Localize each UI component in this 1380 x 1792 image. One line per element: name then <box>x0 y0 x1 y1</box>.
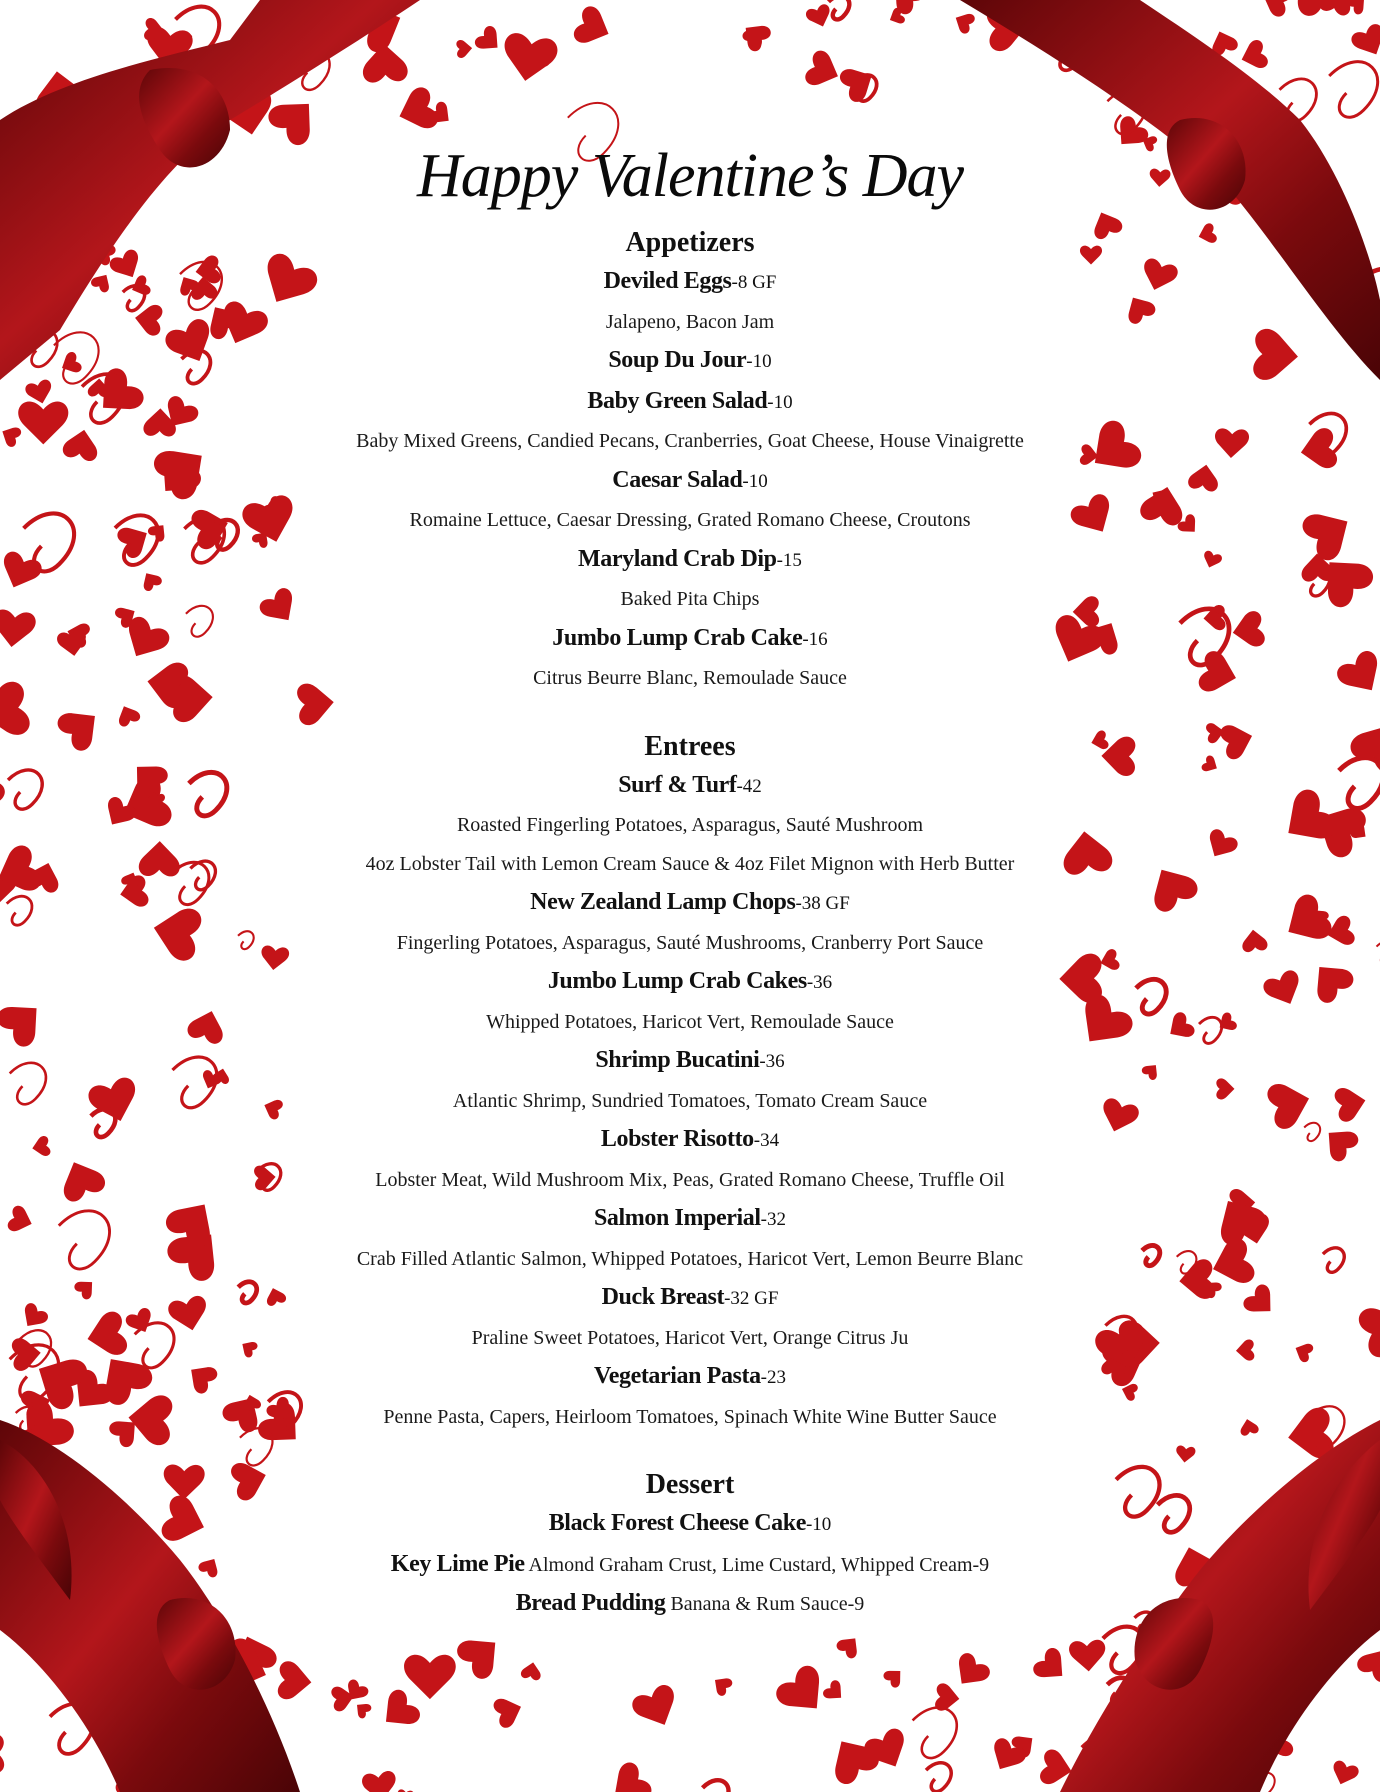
section-spacer <box>330 1436 1050 1466</box>
menu-item-name: Lobster Risotto <box>600 1126 754 1152</box>
menu-item <box>330 262 1050 303</box>
menu-item-description: Romaine Lettuce, Caesar Dressing, Grated Romano Cheese, Croutons <box>409 509 971 531</box>
heart-icon <box>73 1275 99 1302</box>
heart-icon <box>264 1285 288 1307</box>
heart-icon <box>499 31 559 85</box>
menu-item-description: Banana & Rum Sauce-9 <box>665 1593 865 1615</box>
menu-item-price: -32 GF <box>724 1288 779 1309</box>
menu-item-description: Baby Mixed Greens, Candied Pecans, Cranberries, Goat Cheese, House Vinaigrette <box>356 430 1024 452</box>
swirl-ornament <box>7 896 32 925</box>
heart-icon <box>148 902 203 963</box>
heart-icon <box>1097 1096 1141 1137</box>
menu-item-price: -36 <box>806 972 833 993</box>
swirl-ornament <box>91 1109 115 1137</box>
swirl-ornament <box>238 1282 257 1303</box>
heart-icon <box>1088 207 1124 241</box>
menu-item-description: Atlantic Shrimp, Sundried Tomatoes, Tomato Cream Sauce <box>452 1089 928 1112</box>
heart-icon <box>374 1686 423 1736</box>
heart-icon <box>352 1699 373 1720</box>
menu-item <box>330 1504 1050 1545</box>
heart-icon <box>54 700 108 755</box>
menu-item <box>330 619 1050 660</box>
swirl-ornament <box>135 1323 174 1368</box>
heart-icon <box>238 1337 259 1359</box>
heart-icon <box>1163 1010 1197 1045</box>
section-heading: Dessert <box>645 1469 735 1500</box>
heart-icon <box>1196 222 1218 246</box>
menu-item <box>330 1278 1050 1319</box>
menu-item-price: -42 <box>736 775 762 797</box>
heart-icon <box>1265 1077 1315 1132</box>
menu-item-price: -15 <box>776 549 802 571</box>
menu-item-description: 4oz Lobster Tail with Lemon Cream Sauce & 4oz Filet Mignon with Herb Butter <box>365 852 1015 875</box>
heart-icon <box>1318 1120 1362 1164</box>
heart-icon <box>83 1310 129 1361</box>
swirl-ornament <box>1199 1017 1222 1043</box>
heart-icon <box>520 1660 543 1681</box>
heart-icon <box>1241 1282 1282 1323</box>
heart-icon <box>1235 1339 1254 1361</box>
menu-item-price: -10 <box>805 1514 832 1535</box>
swirl-ornament <box>189 772 227 815</box>
heart-icon <box>1292 1339 1315 1363</box>
menu-card <box>330 138 1050 1624</box>
heart-icon <box>0 772 8 827</box>
heart-icon <box>0 608 37 649</box>
heart-icon <box>803 48 845 92</box>
heart-icon <box>882 1664 907 1689</box>
swirl-ornament <box>1329 62 1377 118</box>
swirl-ornament <box>1142 1245 1160 1265</box>
heart-icon <box>114 702 142 728</box>
heart-icon <box>1346 713 1380 777</box>
menu-item-name: Duck Breast <box>601 1284 725 1310</box>
heart-icon <box>1349 22 1380 62</box>
heart-icon <box>1276 891 1335 952</box>
heart-icon <box>629 1682 684 1734</box>
heart-icon <box>1215 1011 1239 1036</box>
heart-icon <box>1200 754 1221 776</box>
menu-item-name: Maryland Crab Dip <box>578 545 777 572</box>
heart-icon <box>1149 168 1171 187</box>
heart-icon <box>183 1358 220 1396</box>
heart-icon <box>361 1770 398 1792</box>
heart-icon <box>0 549 44 595</box>
heart-icon <box>709 1672 734 1697</box>
heart-icon <box>197 1554 223 1579</box>
menu-item-name: Baby Green Salad <box>587 387 768 414</box>
menu-item <box>330 766 1050 807</box>
menu-item-description: Praline Sweet Potatoes, Haricot Vert, Orange Citrus Ju <box>471 1326 909 1349</box>
heart-icon <box>1089 730 1110 752</box>
menu-item-name: Shrimp Bucatini <box>595 1047 760 1073</box>
menu-item-description: Jalapeno, Bacon Jam <box>605 310 775 333</box>
heart-icon <box>0 992 52 1051</box>
heart-icon <box>1257 0 1294 19</box>
menu-item-description: Crab Filled Atlantic Salmon, Whipped Potatoes, Haricot Vert, Lemon Beurre Blanc <box>356 1247 1024 1270</box>
swirl-ornament <box>829 0 850 19</box>
menu-item-description: Baked Pita Chips <box>620 588 760 610</box>
menu-item-description: Roasted Fingerling Potatoes, Asparagus, Sauté Mushroom <box>456 814 924 836</box>
heart-icon <box>1142 858 1202 915</box>
swirl-ornament <box>926 1763 951 1792</box>
heart-icon <box>264 88 326 149</box>
menu-item-price: -34 <box>753 1130 780 1151</box>
swirl-ornament <box>238 931 254 949</box>
menu-item <box>330 382 1050 423</box>
swirl-ornament <box>1116 1467 1159 1517</box>
swirl-ornament <box>1136 979 1166 1014</box>
heart-icon <box>571 4 616 51</box>
heart-icon <box>948 1650 993 1694</box>
swirl-ornament <box>1304 1123 1320 1141</box>
menu-item-name: Jumbo Lump Crab Cakes <box>547 968 807 994</box>
menu-item <box>330 540 1050 581</box>
heart-icon <box>404 1655 456 1699</box>
heart-icon <box>1060 828 1114 876</box>
heart-icon <box>835 1631 864 1660</box>
menu-item-description: Fingerling Potatoes, Asparagus, Sauté Mushrooms, Cranberry Port Sauce <box>396 931 984 954</box>
swirl-ornament <box>10 1063 46 1105</box>
menu-item-price: -10 <box>767 391 793 413</box>
menu-item-name: Soup Du Jour <box>608 347 747 373</box>
menu-item <box>330 1041 1050 1082</box>
menu-item-price: -38 GF <box>795 893 850 914</box>
heart-icon <box>277 1661 313 1702</box>
heart-icon <box>1080 246 1102 265</box>
menu-item <box>330 883 1050 924</box>
heart-icon <box>1138 482 1188 527</box>
heart-icon <box>1252 328 1299 382</box>
menu-item <box>330 341 1050 382</box>
heart-icon <box>1304 954 1357 1006</box>
heart-icon <box>1219 719 1258 761</box>
heart-icon <box>1214 428 1250 459</box>
menu-item-price: -23 <box>760 1367 786 1388</box>
heart-icon <box>884 0 928 17</box>
heart-icon <box>54 1154 108 1205</box>
heart-icon <box>1140 1060 1162 1082</box>
swirl-ornament <box>8 770 42 809</box>
menu-item-description: Almond Graham Crust, Lime Custard, Whipped Cream-9 <box>524 1553 990 1576</box>
heart-icon <box>163 1464 205 1500</box>
menu-item-description: Lobster Meat, Wild Mushroom Mix, Peas, Grated Romano Cheese, Truffle Oil <box>375 1168 1005 1191</box>
menu-item-name: New Zealand Lamp Chops <box>530 889 796 915</box>
swirl-ornament <box>59 1211 110 1269</box>
menu-item <box>330 1199 1050 1240</box>
heart-icon <box>393 85 441 136</box>
heart-icon <box>1206 1236 1256 1291</box>
menu-item <box>330 1120 1050 1161</box>
heart-icon <box>138 568 163 593</box>
menu-item-price: -10 <box>746 351 772 372</box>
menu-item-description: Penne Pasta, Capers, Heirloom Tomatoes, Spinach White Wine Butter Sauce <box>383 1405 997 1428</box>
heart-icon <box>1110 113 1152 154</box>
heart-icon <box>30 1135 51 1158</box>
heart-icon <box>1138 257 1180 296</box>
ribbon-bottom-right <box>1060 1420 1380 1792</box>
section-heading: Appetizers <box>625 227 755 258</box>
heart-icon <box>1237 38 1269 73</box>
heart-icon <box>261 1096 284 1121</box>
menu-item-description: Citrus Beurre Blanc, Remoulade Sauce <box>533 667 847 689</box>
menu-sections <box>330 224 1050 1624</box>
heart-icon <box>1069 990 1137 1057</box>
heart-icon <box>1334 647 1380 702</box>
heart-icon <box>1030 1645 1073 1688</box>
menu-item <box>330 1357 1050 1398</box>
menu-item-name: Deviled Eggs <box>603 268 732 294</box>
heart-icon <box>0 1734 4 1774</box>
menu-item-name: Jumbo Lump Crab Cake <box>552 624 803 651</box>
heart-icon <box>240 493 301 549</box>
menu-item <box>330 1545 1050 1585</box>
swirl-ornament <box>913 1707 957 1758</box>
heart-icon <box>1261 968 1307 1012</box>
heart-icon <box>1216 1078 1234 1099</box>
heart-icon <box>6 1204 36 1236</box>
menu-item-name: Salmon Imperial <box>593 1205 761 1231</box>
heart-icon <box>453 1626 509 1682</box>
heart-icon <box>186 1006 229 1046</box>
menu-item <box>330 461 1050 502</box>
heart-icon <box>149 434 217 504</box>
heart-icon <box>18 401 68 444</box>
heart-icon <box>125 754 171 800</box>
heart-icon <box>1068 1639 1106 1673</box>
swirl-ornament <box>186 606 213 637</box>
heart-icon <box>492 1693 526 1730</box>
heart-icon <box>57 350 83 377</box>
heart-icon <box>0 422 23 448</box>
menu-item-price: -16 <box>802 628 828 650</box>
heart-icon <box>1240 928 1268 953</box>
swirl-ornament <box>1323 1248 1344 1273</box>
heart-icon <box>1356 1298 1380 1360</box>
heart-icon <box>257 585 303 630</box>
heart-icon <box>259 945 289 972</box>
heart-icon <box>951 9 976 36</box>
heart-icon <box>1202 827 1240 864</box>
menu-item-price: -36 <box>759 1051 785 1072</box>
swirl-ornament <box>1158 1495 1190 1532</box>
heart-icon <box>1328 1759 1360 1789</box>
menu-item-name: Vegetarian Pasta <box>593 1363 761 1389</box>
heart-icon <box>0 680 32 741</box>
heart-icon <box>1121 290 1158 326</box>
heart-icon <box>1175 1445 1196 1464</box>
menu-item-price: -10 <box>742 470 768 492</box>
heart-icon <box>1205 721 1225 744</box>
heart-icon <box>1201 550 1224 571</box>
menu-title: Happy Valentine’s Day <box>416 142 964 210</box>
heart-icon <box>1230 610 1266 650</box>
heart-icon <box>61 427 101 463</box>
menu-item <box>330 962 1050 1003</box>
heart-icon <box>1067 491 1120 542</box>
heart-icon <box>253 250 321 315</box>
swirl-ornament <box>703 1780 729 1792</box>
menu-item-price: -32 <box>760 1209 786 1230</box>
heart-icon <box>1187 462 1221 492</box>
heart-icon <box>17 1301 50 1333</box>
heart-icon <box>822 1729 883 1788</box>
menu-item-name: Bread Pudding <box>515 1590 666 1616</box>
menu-item-name: Key Lime Pie <box>390 1550 525 1577</box>
heart-icon <box>821 1678 848 1705</box>
heart-icon <box>456 39 473 58</box>
menu-item <box>330 1584 1050 1624</box>
menu-item-name: Black Forest Cheese Cake <box>548 1510 806 1536</box>
heart-icon <box>1238 1417 1259 1436</box>
menu-item-price: -8 GF <box>731 272 777 293</box>
heart-icon <box>1333 1084 1369 1123</box>
heart-icon <box>159 1493 211 1549</box>
section-heading: Entrees <box>644 730 736 762</box>
menu-item-name: Caesar Salad <box>612 466 743 493</box>
swirl-ornament <box>1377 941 1380 965</box>
swirl-ornament <box>1339 758 1380 809</box>
menu-item-name: Surf & Turf <box>618 771 737 798</box>
heart-icon <box>167 1294 212 1334</box>
heart-icon <box>473 24 506 58</box>
section-spacer <box>330 698 1050 728</box>
heart-icon <box>1098 948 1121 973</box>
heart-icon <box>1059 953 1102 1003</box>
swirl-ornament <box>172 862 209 904</box>
heart-icon <box>603 1759 655 1792</box>
menu-item-description: Whipped Potatoes, Haricot Vert, Remoulade Sauce <box>486 1010 894 1033</box>
heart-icon <box>1299 500 1360 564</box>
heart-icon <box>804 3 834 31</box>
